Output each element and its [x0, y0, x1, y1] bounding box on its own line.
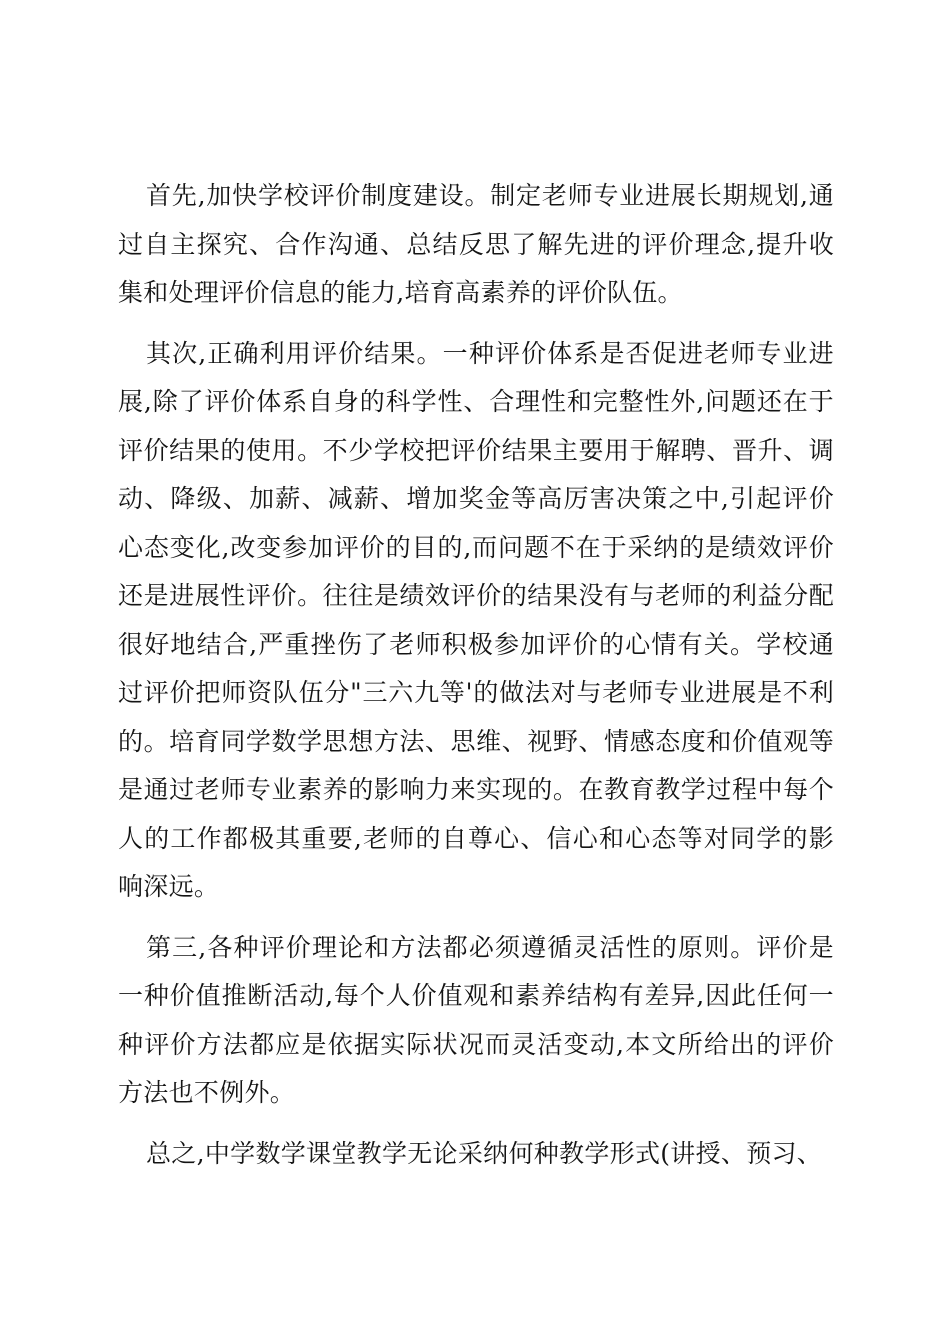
document-body: [118, 172, 834, 1190]
paragraph-conclusion: 总之,中学数学课堂教学无论采纳何种教学形式(讲授、预习、: [146, 1138, 823, 1168]
paragraph-third: 第三,各种评价理论和方法都必须遵循灵活性的原则。评价是一种价值推断活动,每个人价值观和素养结构有差异,因此任何一种评价方法都应是依据实际状况而灵活变动,本文所给出的评价方法也不例外。: [118, 932, 834, 1107]
paragraph-first: 首先,加快学校评价制度建设。制定老师专业进展长期规划,通过自主探究、合作沟通、总结反思了解先进的评价理念,提升收集和处理评价信息的能力,培育高素养的评价队伍。: [118, 181, 834, 307]
paragraph-second: 其次,正确利用评价结果。一种评价体系是否促进老师专业进展,除了评价体系自身的科学性、合理性和完整性外,问题还在于评价结果的使用。不少学校把评价结果主要用于解聘、晋升、调动、降级、加薪、减薪、增加奖金等高厉害决策之中,引起评价心态变化,改变参加评价的目的,而问题不在于采纳的是绩效评价还是进展性评价。往往是绩效评价的结果没有与老师的利益分配很好地结合,严重挫伤了老师积极参加评价的心情有关。学校通过评价把师资队伍分"三六九等'的做法对与老师专业进展是不利的。培育同学数学思想方法、思维、视野、情感态度和价值观等是通过老师专业素养的影响力来实现的。在教育教学过程中每个人的工作都极其重要,老师的自尊心、信心和心态等对同学的影响深远。: [118, 338, 834, 901]
